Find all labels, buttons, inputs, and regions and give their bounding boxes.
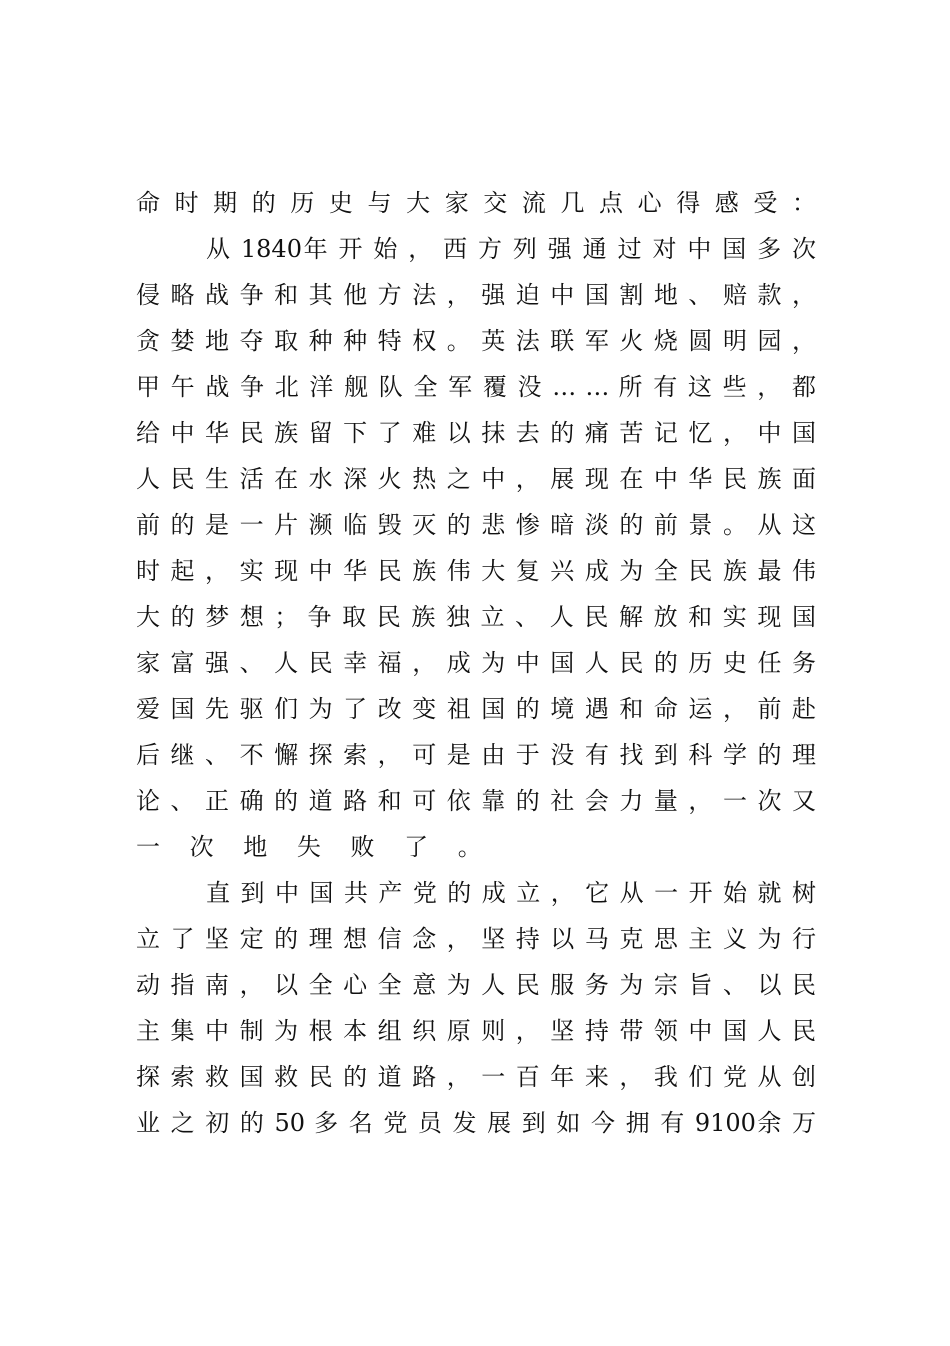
text-line: 立 了 坚 定 的 理 想 信 念 ， 坚 持 以 马 克 思 主 义 为 行 bbox=[136, 925, 816, 953]
document-body bbox=[136, 180, 816, 1146]
text-line: 时 起 ， 实 现 中 华 民 族 伟 大 复 兴 成 为 全 民 族 最 伟 bbox=[136, 557, 816, 585]
text-line: 后 继 、 不 懈 探 索 ， 可 是 由 于 没 有 找 到 科 学 的 理 bbox=[136, 741, 816, 769]
text-line: 前 的 是 一 片 濒 临 毁 灭 的 悲 惨 暗 淡 的 前 景 。 从 这 bbox=[136, 511, 816, 539]
text-line: 动 指 南 ， 以 全 心 全 意 为 人 民 服 务 为 宗 旨 、 以 民 bbox=[136, 971, 816, 999]
text-line: 探 索 救 国 救 民 的 道 路 ， 一 百 年 来 ， 我 们 党 从 创 bbox=[136, 1063, 816, 1091]
text-line: 贪 婪 地 夺 取 种 种 特 权 。 英 法 联 军 火 烧 圆 明 园 ， bbox=[136, 327, 816, 355]
text-line: 甲 午 战 争 北 洋 舰 队 全 军 覆 没 … … 所 有 这 些 ， 都 bbox=[136, 373, 816, 401]
paragraph-first-line: 直 到 中 国 共 产 党 的 成 立 ， 它 从 一 开 始 就 树 bbox=[206, 879, 816, 907]
paragraph-first-line: 从 1840年 开 始 ， 西 方 列 强 通 过 对 中 国 多 次 bbox=[206, 235, 816, 263]
text-line: 业 之 初 的 50 多 名 党 员 发 展 到 如 今 拥 有 9100余 万 bbox=[136, 1109, 816, 1137]
text-line: 给 中 华 民 族 留 下 了 难 以 抹 去 的 痛 苦 记 忆 ， 中 国 bbox=[136, 419, 816, 447]
text-line: 命 时 期 的 历 史 与 大 家 交 流 几 点 心 得 感 受 ： bbox=[136, 189, 816, 217]
text-line: 论 、 正 确 的 道 路 和 可 依 靠 的 社 会 力 量 ， 一 次 又 bbox=[136, 787, 816, 815]
text-line: 家 富 强 、 人 民 幸 福 ， 成 为 中 国 人 民 的 历 史 任 务 bbox=[136, 649, 816, 677]
text-line: 人 民 生 活 在 水 深 火 热 之 中 ， 展 现 在 中 华 民 族 面 bbox=[136, 465, 816, 493]
text-line: 爱 国 先 驱 们 为 了 改 变 祖 国 的 境 遇 和 命 运 ， 前 赴 bbox=[136, 695, 816, 723]
text-line: 大 的 梦 想 ； 争 取 民 族 独 立 、 人 民 解 放 和 实 现 国 bbox=[136, 603, 816, 631]
text-line: 侵 略 战 争 和 其 他 方 法 ， 强 迫 中 国 割 地 、 赔 款 ， bbox=[136, 281, 816, 309]
paragraph-last-line: 一 次 地 失 败 了 。 bbox=[136, 833, 493, 861]
text-line: 主 集 中 制 为 根 本 组 织 原 则 ， 坚 持 带 领 中 国 人 民 bbox=[136, 1017, 816, 1045]
